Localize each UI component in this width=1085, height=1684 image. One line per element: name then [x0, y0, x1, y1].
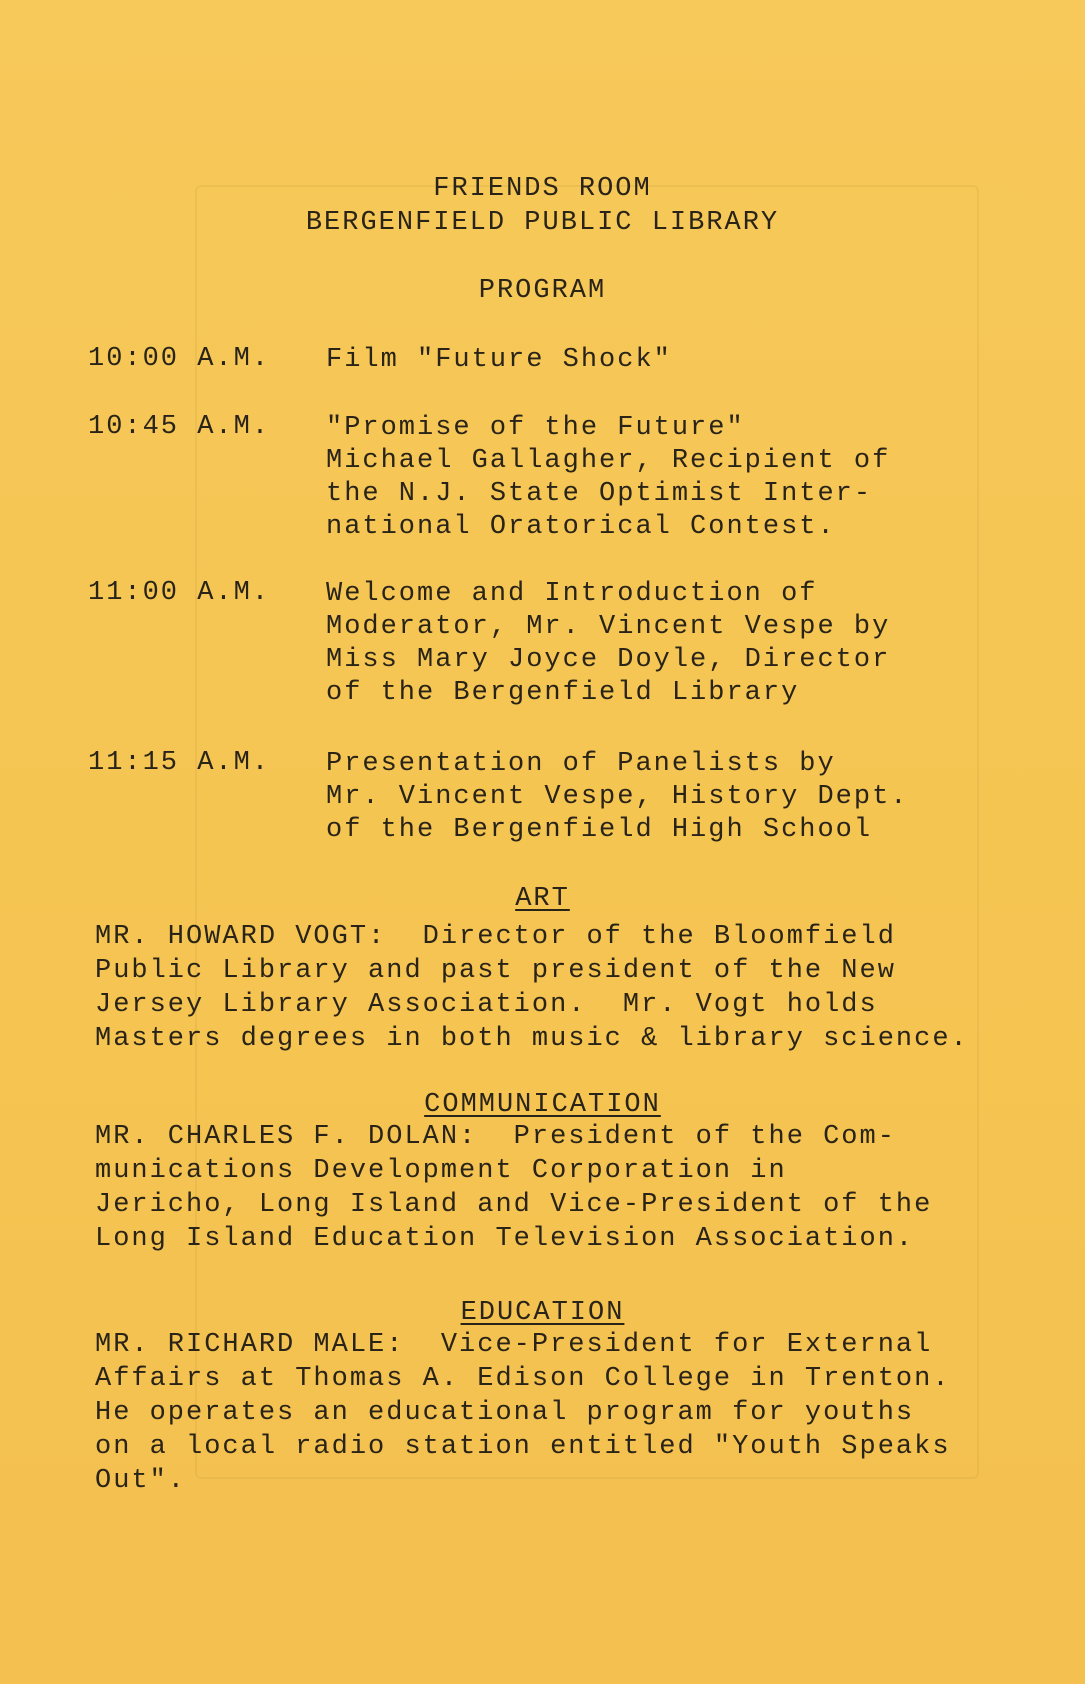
schedule-time: 11:00 A.M.: [88, 578, 271, 608]
schedule-line: Michael Gallagher, Recipient of: [326, 446, 891, 476]
schedule-line: Mr. Vincent Vespe, History Dept.: [326, 782, 909, 812]
schedule-line: Film "Future Shock": [326, 345, 672, 375]
bio-line: MR. HOWARD VOGT: Director of the Bloomfield: [95, 922, 896, 952]
bio-line: munications Development Corporation in: [95, 1156, 787, 1186]
schedule-time: 11:15 A.M.: [88, 748, 271, 778]
bio-line: MR. RICHARD MALE: Vice-President for External: [95, 1330, 933, 1360]
schedule-description: [326, 344, 672, 377]
schedule-line: Miss Mary Joyce Doyle, Director: [326, 645, 891, 675]
bio-line: Public Library and past president of the New: [95, 956, 896, 986]
schedule-line: Welcome and Introduction of: [326, 579, 818, 609]
bio-line: Out".: [95, 1466, 187, 1496]
schedule-description: [326, 748, 908, 847]
schedule-line: Presentation of Panelists by: [326, 749, 836, 779]
bio-line: Affairs at Thomas A. Edison College in Trenton.: [95, 1364, 951, 1394]
header-library: BERGENFIELD PUBLIC LIBRARY: [305, 208, 780, 238]
bio-line: on a local radio station entitled "Youth Speaks: [95, 1432, 951, 1462]
schedule-line: "Promise of the Future": [326, 413, 745, 443]
header: [0, 172, 1085, 240]
section-heading-communication: [0, 1090, 1085, 1120]
header-room: FRIENDS ROOM: [433, 174, 652, 204]
schedule-description: [326, 412, 890, 544]
bio-line: Long Island Education Television Association.: [95, 1224, 915, 1254]
schedule-line: the N.J. State Optimist Inter-: [326, 479, 873, 509]
bio-line: Masters degrees in both music & library science.: [95, 1024, 969, 1054]
section-heading-art: [0, 884, 1085, 914]
schedule-line: of the Bergenfield Library: [326, 678, 800, 708]
bio-line: MR. CHARLES F. DOLAN: President of the Com-: [95, 1122, 896, 1152]
schedule-line: national Oratorical Contest.: [326, 512, 836, 542]
program-title: PROGRAM: [478, 276, 607, 306]
schedule-line: Moderator, Mr. Vincent Vespe by: [326, 612, 891, 642]
schedule-line: of the Bergenfield High School: [326, 815, 873, 845]
section-heading-text: ART: [515, 884, 570, 914]
section-heading-text: COMMUNICATION: [424, 1090, 661, 1120]
bio-line: Jericho, Long Island and Vice-President of the: [95, 1190, 933, 1220]
bio-line: He operates an educational program for youths: [95, 1398, 915, 1428]
section-heading-text: EDUCATION: [460, 1298, 625, 1328]
panelist-bio: [95, 920, 1055, 1056]
section-heading-education: [0, 1298, 1085, 1328]
bio-line: Jersey Library Association. Mr. Vogt holds: [95, 990, 878, 1020]
schedule-time: 10:45 A.M.: [88, 412, 271, 442]
schedule-description: [326, 578, 890, 710]
schedule-time: 10:00 A.M.: [88, 344, 271, 374]
panelist-bio: [95, 1120, 1055, 1256]
panelist-bio: [95, 1328, 1055, 1498]
